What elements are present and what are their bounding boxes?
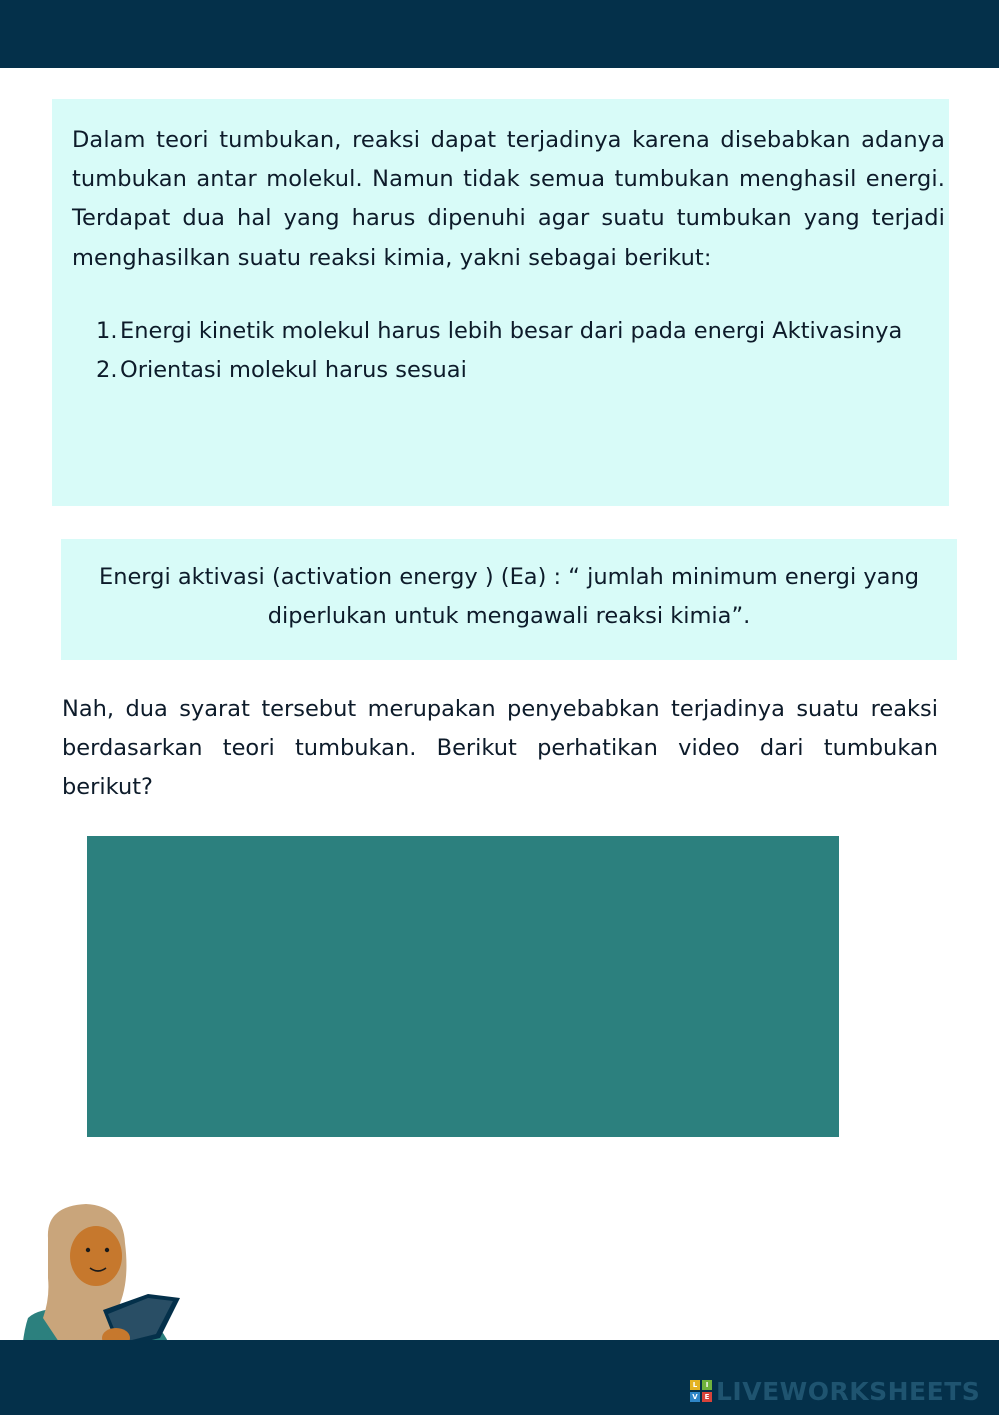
list-item [72,351,945,390]
requirements-list [72,312,945,390]
closing-paragraph: Nah, dua syarat tersebut merupakan penyebabkan terjadinya suatu reaksi berdasarkan teori tumbukan. Berikut perhatikan video dari tumbukan berikut? [62,696,938,801]
definition-text: Energi aktivasi (activation energy ) (Ea) : “ jumlah minimum energi yang diperlukan untuk mengawali reaksi kimia”. [98,564,920,630]
logo-text: LIVEWORKSHEETS [716,1376,981,1406]
intro-paragraph: Dalam teori tumbukan, reaksi dapat terjadinya karena disebabkan adanya tumbukan antar molekul. Namun tidak semua tumbukan menghasil energi. Terdapat dua hal yang harus dipenuhi agar suatu tumbukan yang terjadi menghasilkan suatu reaksi kimia, yakni sebagai berikut: [72,127,945,271]
logo-letter-v: V [690,1392,700,1402]
logo-letter-l: L [690,1380,700,1390]
liveworksheets-logo[interactable] [690,1376,980,1406]
list-item-text: Energi kinetik molekul harus lebih besar dari pada energi Aktivasinya [120,317,903,344]
intro-box [52,99,949,506]
logo-mark [690,1380,712,1402]
list-item-text: Orientasi molekul harus sesuai [120,357,467,384]
list-item [72,312,945,351]
definition-box [61,539,957,660]
logo-letter-i: I [702,1380,712,1390]
list-item-number: 1. [96,317,118,344]
video-placeholder[interactable] [87,836,839,1137]
top-header-band [0,0,999,68]
list-item-number: 2. [96,357,118,384]
logo-letter-e: E [702,1392,712,1402]
